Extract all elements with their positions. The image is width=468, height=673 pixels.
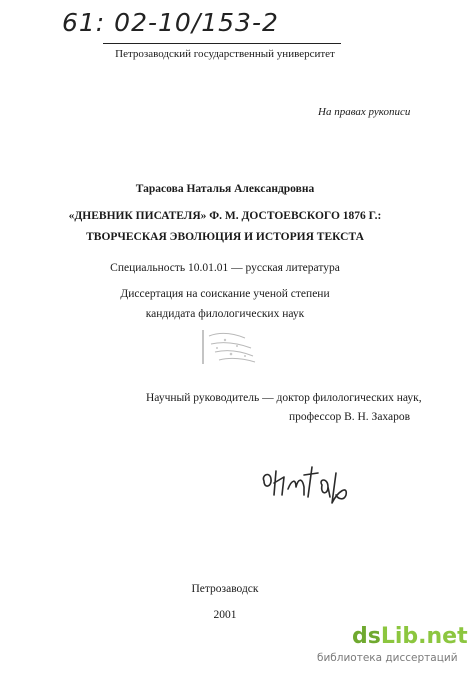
city: Петрозаводск	[191, 583, 259, 595]
rights-note: На правах рукописи	[318, 106, 411, 118]
watermark-caption: библиотека диссертаций	[317, 652, 458, 664]
advisor-line-1: Научный руководитель — доктор филологических наук,	[146, 392, 422, 404]
degree-line-2: кандидата филологических наук	[145, 308, 305, 320]
signature	[258, 455, 356, 515]
degree-line-1: Диссертация на соискание ученой степени	[120, 288, 330, 300]
advisor-line-2: профессор В. Н. Захаров	[289, 411, 411, 423]
year: 2001	[213, 609, 237, 621]
institution-name: Петрозаводский государственный университет	[115, 48, 335, 60]
author-name: Тарасова Наталья Александровна	[135, 183, 315, 195]
faint-stamp-mark	[195, 326, 265, 368]
specialty: Специальность 10.01.01 — русская литература	[110, 262, 340, 274]
title-line-1: «ДНЕВНИК ПИСАТЕЛЯ» Ф. М. ДОСТОЕВСКОГО 1876 Г.:	[68, 210, 382, 222]
header-rule	[103, 43, 341, 44]
watermark-logo-prefix: ds	[352, 624, 381, 649]
archive-stamp: 61: 02-10/153-2	[62, 8, 279, 37]
watermark-logo-suffix: Lib.net	[380, 624, 468, 649]
title-line-2: ТВОРЧЕСКАЯ ЭВОЛЮЦИЯ И ИСТОРИЯ ТЕКСТА	[86, 231, 364, 243]
watermark-logo	[352, 624, 468, 649]
